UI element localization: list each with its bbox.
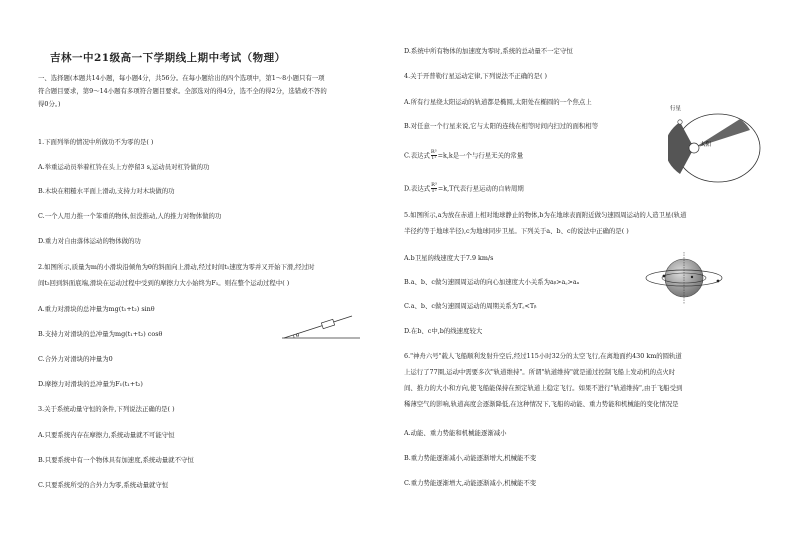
planet-icon	[678, 120, 682, 124]
section-header-line: 一、选择题(本题共14小题，每小题4分，共56分。在每小题给出的四个选项中，第1～8小题只有一项	[38, 74, 325, 82]
incline-figure	[280, 312, 362, 342]
q4-d-suffix: =k,T代表行星运动的自转周期	[437, 184, 524, 193]
kepler-orbit-figure	[668, 100, 764, 192]
q4-d-prefix: D.表达式	[404, 184, 431, 193]
q4-c-fraction	[431, 150, 437, 161]
fraction-denominator: T²	[431, 155, 437, 161]
q5-stem-line1: 5.如图所示,a为放在赤道上相对地球静止的物体,b为在地球表面附近做匀速圆周运动的人造卫星(轨道	[404, 211, 687, 219]
q2-option-b: B.支持力对滑块的总冲量为mg(t₁+t₂) cosθ	[38, 330, 163, 338]
q4-option-b: B.对任意一个行星来说,它与太阳的连线在相等时间内扫过的面积相等	[404, 122, 599, 130]
q1-option-b: B.木块在粗糙水平面上滑动,支持力对木块做的功	[38, 187, 175, 195]
section-header-line: 得0分。)	[38, 100, 61, 108]
satellite-b-icon	[663, 275, 666, 278]
earth-satellite-figure	[644, 246, 724, 310]
q3-stem: 3.关于系统动量守恒的条件,下列说法正确的是( )	[38, 405, 175, 413]
q2-option-d: D.摩擦力对滑块的总冲量为F₁(t₁+t₂)	[38, 380, 143, 388]
q4-d-fraction	[431, 183, 437, 194]
q6-stem-line2: 上运行了77圈,运动中需要多次"轨道维持"。所谓"轨道维持"就是通过控制飞船上发动机的点火时	[404, 368, 676, 376]
q3-option-d: D.系统中所有物体的加速度为零时,系统的总动量不一定守恒	[404, 47, 573, 55]
q6-option-c: C.重力势能逐渐增大,动能逐渐减小,机械能不变	[404, 479, 537, 487]
q6-stem-line4: 稀薄空气的影响,轨道高度会逐渐降低,在这种情况下,飞船的动能、重力势能和机械能的变化情况是	[404, 400, 679, 408]
q5-option-d: D.在b、c中,b的线速度较大	[404, 327, 483, 335]
q3-option-b: B.只要系统中有一个物体具有加速度,系统动量就不守恒	[38, 456, 194, 464]
satellite-c-icon	[717, 280, 720, 283]
q6-stem-line3: 间、推力的大小和方向,使飞船能保持在预定轨道上稳定飞行。如果不进行"轨道维持",由于飞船受到	[404, 384, 683, 392]
angle-arc	[294, 335, 295, 338]
q1-option-a: A.举重运动员举着杠铃在头上方停留3 s,运动员对杠铃做的功	[38, 163, 210, 171]
q6-stem-line1: 6."神舟六号"载人飞船顺利发射升空后,经过115小时32分的太空飞行,在离地面约430 km的圆轨道	[404, 352, 682, 360]
incline-slope-line	[284, 316, 352, 338]
q4-c-suffix: =k,k是一个与行星无关的常量	[437, 151, 524, 160]
fraction-numerator: R³	[431, 182, 437, 188]
angle-label: θ	[296, 333, 300, 339]
q2-stem-line2: 间t₂回到斜面底端,滑块在运动过程中受到的摩擦力大小始终为F₁。则在整个运动过程中( )	[38, 279, 290, 287]
planet-label: 行星	[670, 106, 682, 112]
q6-option-b: B.重力势能逐渐减小,动能逐渐增大,机械能不变	[404, 454, 537, 462]
q3-option-a: A.只要系统内存在摩擦力,系统动量就不可能守恒	[38, 431, 175, 439]
q2-stem-line1: 2.如图所示,质量为m的小滑块沿倾角为θ的斜面向上滑动,经过时间t₁速度为零并又开始下滑,经过时	[38, 263, 315, 271]
q6-option-a: A.动能、重力势能和机械能逐渐减小	[404, 429, 507, 437]
q2-option-a: A.重力对滑块的总冲量为mg(t₁+t₂) sinθ	[38, 305, 155, 313]
q1-option-c: C.一个人用力推一个笨重的物体,但没推动,人的推力对物体做的功	[38, 212, 222, 220]
fraction-numerator: R³	[430, 149, 437, 155]
q5-option-a: A.b卫星的线速度大于7.9 km/s	[404, 254, 494, 262]
q3-option-c: C.只要系统所受的合外力为零,系统动量就守恒	[38, 481, 169, 489]
q1-option-d: D.重力对自由落体运动的物体做的功	[38, 237, 141, 245]
section-header-line: 符合题目要求，第9～14小题有多项符合题目要求。全部选对的得4分，选不全的得2分，选错或不答的	[38, 87, 327, 95]
fraction-denominator: T²	[431, 188, 437, 194]
object-a-icon	[691, 276, 693, 278]
q5-stem-line2: 半径约等于地球半径),c为地球同步卫星。下列关于a、b、c的说法中正确的是( )	[404, 227, 629, 235]
q5-option-b: B.a、b、c做匀速圆周运动的向心加速度大小关系为aᵦ>a꜀>aₐ	[404, 278, 580, 286]
sun-label: 太阳	[700, 142, 712, 148]
q4-stem: 4.关于开普勒行星运动定律,下列说法不正确的是( )	[404, 72, 547, 80]
slider-block	[321, 319, 334, 328]
page-title: 吉林一中21级高一下学期线上期中考试（物理）	[50, 52, 286, 64]
sun-icon	[689, 143, 699, 153]
q1-stem: 1.下面列举的情况中所做功不为零的是( )	[38, 138, 154, 146]
q4-c-prefix: C.表达式	[404, 151, 430, 160]
q2-option-c: C.合外力对滑块的冲量为0	[38, 355, 113, 363]
q5-option-c: C.a、b、c做匀速圆周运动的周期关系为T꜀<Tᵦ	[404, 302, 537, 310]
q4-option-c	[404, 150, 523, 161]
q4-option-d	[404, 183, 524, 194]
q4-option-a: A.所有行星绕太阳运动的轨道都是椭圆,太阳处在椭圆的一个焦点上	[404, 98, 592, 106]
